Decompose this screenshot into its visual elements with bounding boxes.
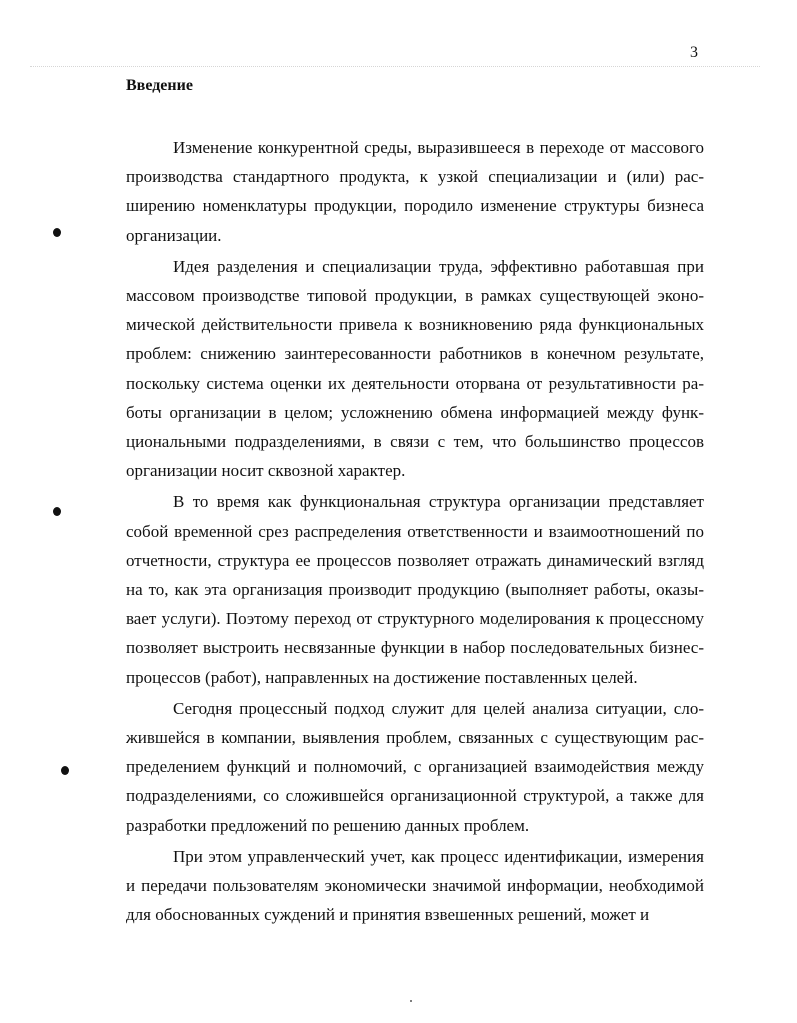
page-number: 3 — [690, 44, 698, 61]
section-heading: Введение — [126, 77, 193, 94]
margin-bullet-mark — [61, 766, 69, 775]
scan-noise-line — [30, 66, 760, 68]
paragraph-4: Сегодня процессный подход служит для целей анализа ситуации, сложившейся в компании, выявления проблем, связанных с существующим распределением функций и полномочий, с организацией взаимодействия между подразделениями, со сложившейся организационной структурой, а также для разработки предложений по решению данных проблем. — [126, 698, 704, 835]
paragraph-5: При этом управленческий учет, как процесс идентификации, измерения и передачи пользователям экономически значимой информации, необходимой для обоснованных суждений и принятия взвешенных решений, может и — [126, 846, 704, 925]
paragraph-1: Изменение конкурентной среды, выразившееся в переходе от массового производства стандартного продукта, к узкой специализации и (или) расширению номенклатуры продукции, породило изменение структуры бизнеса организации. — [126, 138, 704, 245]
margin-bullet-mark — [53, 507, 61, 516]
paragraph-2: Идея разделения и специализации труда, эффективно работавшая при массовом производстве типовой продукции, в рамках существующей экономической действительности привела к возникновению ряда функциональных проблем: снижению заинтересованности работников в конечном результате, поскольку система оценки их деятельности оторвана от результативности работы организации в целом; усложнению обмена информацией между функциональными подразделениями, в связи с тем, что большинство процессов организации носит сквозной характер. — [126, 256, 704, 481]
margin-bullet-mark — [53, 228, 61, 237]
body-text — [126, 133, 704, 931]
paragraph-3: В то время как функциональная структура организации представляет собой временной срез распределения ответственности и взаимоотношений по отчетности, структура ее процессов позволяет отражать динамический взгляд на то, как эта организация производит продукцию (выполняет работы, оказывает услуги). Поэтому переход от структурного моделирования к процессному позволяет выстроить несвязанные функции в набор последовательных бизнес-процессов (работ), направленных на достижение поставленных целей. — [126, 492, 704, 687]
scan-speck — [410, 1000, 412, 1002]
